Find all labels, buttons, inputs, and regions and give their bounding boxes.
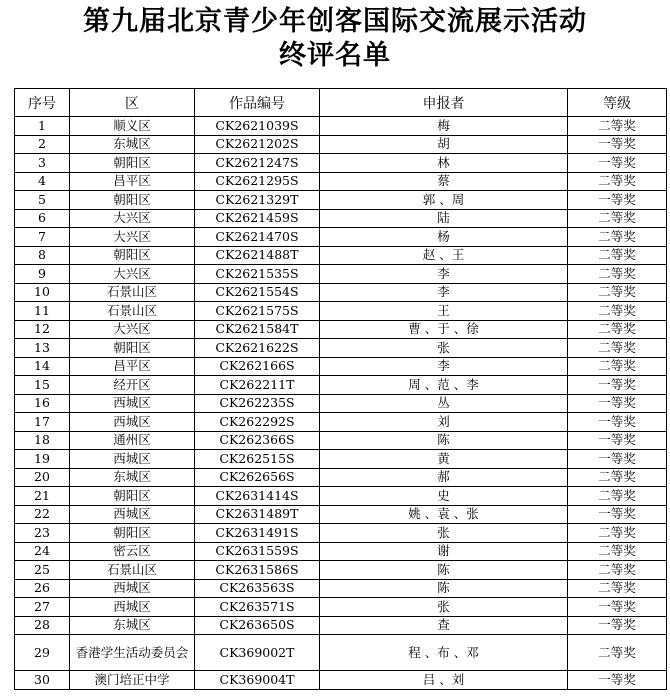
cell-award: 二等奖: [568, 209, 667, 228]
table-row: [15, 376, 667, 395]
cell-applicant: 郝: [320, 468, 568, 487]
cell-district: 朝阳区: [70, 487, 195, 506]
cell-district: 西城区: [70, 450, 195, 469]
cell-index: 20: [15, 468, 70, 487]
cell-index: 29: [15, 635, 70, 671]
header-district: 区: [70, 89, 195, 117]
cell-award: 一等奖: [568, 616, 667, 635]
cell-applicant: 蔡: [320, 172, 568, 191]
cell-work-id: CK262211T: [195, 376, 320, 395]
cell-award: 二等奖: [568, 635, 667, 671]
table-row: [15, 228, 667, 247]
cell-district: 澳门培正中学: [70, 671, 195, 690]
table-row: [15, 154, 667, 173]
table-row: [15, 671, 667, 690]
cell-district: 大兴区: [70, 209, 195, 228]
table-row: [15, 616, 667, 635]
cell-award: 二等奖: [568, 265, 667, 284]
cell-district: 朝阳区: [70, 339, 195, 358]
cell-work-id: CK2621202S: [195, 135, 320, 154]
cell-award: 二等奖: [568, 117, 667, 136]
cell-district: 朝阳区: [70, 246, 195, 265]
header-index: 序号: [15, 89, 70, 117]
cell-district: 东城区: [70, 468, 195, 487]
cell-work-id: CK262656S: [195, 468, 320, 487]
cell-work-id: CK369002T: [195, 635, 320, 671]
cell-applicant: 张: [320, 339, 568, 358]
cell-award: 二等奖: [568, 228, 667, 247]
table-row: [15, 524, 667, 543]
cell-district: 朝阳区: [70, 154, 195, 173]
cell-applicant: 陆: [320, 209, 568, 228]
cell-applicant: 赵 、王: [320, 246, 568, 265]
cell-award: 一等奖: [568, 431, 667, 450]
table-row: [15, 357, 667, 376]
cell-applicant: 陈: [320, 431, 568, 450]
cell-award: 二等奖: [568, 172, 667, 191]
table-row: [15, 450, 667, 469]
cell-applicant: 郭 、周: [320, 191, 568, 210]
cell-district: 石景山区: [70, 302, 195, 321]
cell-applicant: 梅: [320, 117, 568, 136]
cell-award: 一等奖: [568, 154, 667, 173]
table-row: [15, 302, 667, 321]
cell-index: 12: [15, 320, 70, 339]
cell-district: 密云区: [70, 542, 195, 561]
cell-index: 16: [15, 394, 70, 413]
cell-work-id: CK2631491S: [195, 524, 320, 543]
cell-district: 香港学生活动委员会: [70, 635, 195, 671]
cell-index: 27: [15, 598, 70, 617]
cell-award: 二等奖: [568, 283, 667, 302]
cell-index: 8: [15, 246, 70, 265]
cell-work-id: CK2621039S: [195, 117, 320, 136]
table-row: [15, 265, 667, 284]
cell-award: 二等奖: [568, 468, 667, 487]
cell-index: 25: [15, 561, 70, 580]
cell-index: 28: [15, 616, 70, 635]
cell-applicant: 丛: [320, 394, 568, 413]
cell-work-id: CK263650S: [195, 616, 320, 635]
header-award: 等级: [568, 89, 667, 117]
cell-applicant: 陈: [320, 579, 568, 598]
cell-award: 二等奖: [568, 357, 667, 376]
cell-district: 昌平区: [70, 357, 195, 376]
cell-work-id: CK262166S: [195, 357, 320, 376]
cell-district: 朝阳区: [70, 524, 195, 543]
cell-work-id: CK262366S: [195, 431, 320, 450]
cell-applicant: 史: [320, 487, 568, 506]
cell-work-id: CK369004T: [195, 671, 320, 690]
cell-index: 1: [15, 117, 70, 136]
table-row: [15, 320, 667, 339]
cell-index: 5: [15, 191, 70, 210]
cell-award: 二等奖: [568, 302, 667, 321]
cell-district: 通州区: [70, 431, 195, 450]
cell-work-id: CK2621535S: [195, 265, 320, 284]
cell-index: 10: [15, 283, 70, 302]
cell-index: 17: [15, 413, 70, 432]
table-row: [15, 339, 667, 358]
table-row: [15, 209, 667, 228]
cell-award: 一等奖: [568, 598, 667, 617]
table-row: [15, 135, 667, 154]
cell-award: 二等奖: [568, 246, 667, 265]
cell-index: 18: [15, 431, 70, 450]
cell-index: 14: [15, 357, 70, 376]
table-row: [15, 431, 667, 450]
page-subtitle: 终评名单: [279, 40, 391, 71]
cell-index: 4: [15, 172, 70, 191]
cell-district: 西城区: [70, 505, 195, 524]
cell-district: 西城区: [70, 598, 195, 617]
table-row: [15, 246, 667, 265]
table-row: [15, 505, 667, 524]
cell-work-id: CK2621329T: [195, 191, 320, 210]
table-row: [15, 191, 667, 210]
cell-applicant: 查: [320, 616, 568, 635]
table-header-row: [15, 89, 667, 117]
cell-award: 二等奖: [568, 542, 667, 561]
header-work-id: 作品编号: [195, 89, 320, 117]
cell-index: 7: [15, 228, 70, 247]
cell-applicant: 曹 、于 、徐: [320, 320, 568, 339]
cell-applicant: 黄: [320, 450, 568, 469]
cell-award: 二等奖: [568, 579, 667, 598]
cell-district: 石景山区: [70, 561, 195, 580]
cell-work-id: CK2621554S: [195, 283, 320, 302]
table-row: [15, 487, 667, 506]
cell-applicant: 吕 、刘: [320, 671, 568, 690]
cell-district: 大兴区: [70, 228, 195, 247]
cell-applicant: 程 、布 、邓: [320, 635, 568, 671]
cell-index: 2: [15, 135, 70, 154]
cell-award: 二等奖: [568, 487, 667, 506]
cell-district: 大兴区: [70, 265, 195, 284]
results-table: [14, 88, 667, 690]
table-row: [15, 172, 667, 191]
cell-award: 一等奖: [568, 450, 667, 469]
cell-index: 11: [15, 302, 70, 321]
cell-work-id: CK262235S: [195, 394, 320, 413]
cell-award: 一等奖: [568, 505, 667, 524]
cell-award: 一等奖: [568, 376, 667, 395]
cell-work-id: CK2621488T: [195, 246, 320, 265]
cell-applicant: 李: [320, 265, 568, 284]
cell-district: 经开区: [70, 376, 195, 395]
cell-applicant: 张: [320, 524, 568, 543]
cell-index: 22: [15, 505, 70, 524]
cell-applicant: 杨: [320, 228, 568, 247]
table-row: [15, 579, 667, 598]
cell-index: 30: [15, 671, 70, 690]
cell-district: 西城区: [70, 394, 195, 413]
cell-award: 一等奖: [568, 191, 667, 210]
cell-work-id: CK2631586S: [195, 561, 320, 580]
cell-work-id: CK262515S: [195, 450, 320, 469]
cell-work-id: CK2621459S: [195, 209, 320, 228]
cell-applicant: 王: [320, 302, 568, 321]
cell-award: 二等奖: [568, 320, 667, 339]
cell-applicant: 胡: [320, 135, 568, 154]
cell-district: 顺义区: [70, 117, 195, 136]
cell-index: 9: [15, 265, 70, 284]
cell-district: 石景山区: [70, 283, 195, 302]
cell-work-id: CK2621584T: [195, 320, 320, 339]
cell-work-id: CK2621622S: [195, 339, 320, 358]
header-applicant: 申报者: [320, 89, 568, 117]
cell-award: 一等奖: [568, 394, 667, 413]
cell-district: 东城区: [70, 616, 195, 635]
cell-index: 13: [15, 339, 70, 358]
cell-work-id: CK2631489T: [195, 505, 320, 524]
cell-applicant: 李: [320, 283, 568, 302]
cell-index: 24: [15, 542, 70, 561]
cell-index: 3: [15, 154, 70, 173]
cell-district: 朝阳区: [70, 191, 195, 210]
cell-applicant: 谢: [320, 542, 568, 561]
cell-applicant: 陈: [320, 561, 568, 580]
table-row: [15, 542, 667, 561]
cell-award: 一等奖: [568, 671, 667, 690]
cell-district: 西城区: [70, 579, 195, 598]
cell-award: 一等奖: [568, 135, 667, 154]
cell-work-id: CK2631559S: [195, 542, 320, 561]
cell-work-id: CK2621295S: [195, 172, 320, 191]
cell-award: 二等奖: [568, 561, 667, 580]
cell-index: 19: [15, 450, 70, 469]
cell-applicant: 刘: [320, 413, 568, 432]
cell-index: 6: [15, 209, 70, 228]
cell-applicant: 李: [320, 357, 568, 376]
table-row: [15, 394, 667, 413]
table-row: [15, 561, 667, 580]
cell-index: 23: [15, 524, 70, 543]
cell-award: 二等奖: [568, 524, 667, 543]
cell-work-id: CK2631414S: [195, 487, 320, 506]
cell-work-id: CK2621575S: [195, 302, 320, 321]
cell-award: 二等奖: [568, 339, 667, 358]
table-row: [15, 598, 667, 617]
page-title: 第九届北京青少年创客国际交流展示活动: [83, 6, 587, 37]
cell-work-id: CK2621247S: [195, 154, 320, 173]
cell-applicant: 林: [320, 154, 568, 173]
cell-work-id: CK2621470S: [195, 228, 320, 247]
table-row: [15, 468, 667, 487]
table-row: [15, 117, 667, 136]
cell-district: 西城区: [70, 413, 195, 432]
cell-district: 大兴区: [70, 320, 195, 339]
cell-applicant: 姚 、袁 、张: [320, 505, 568, 524]
cell-district: 昌平区: [70, 172, 195, 191]
cell-work-id: CK262292S: [195, 413, 320, 432]
cell-applicant: 张: [320, 598, 568, 617]
cell-work-id: CK263571S: [195, 598, 320, 617]
table-row: [15, 413, 667, 432]
table-row: [15, 635, 667, 671]
cell-index: 21: [15, 487, 70, 506]
table-row: [15, 283, 667, 302]
cell-index: 26: [15, 579, 70, 598]
cell-work-id: CK263563S: [195, 579, 320, 598]
cell-award: 一等奖: [568, 413, 667, 432]
cell-district: 东城区: [70, 135, 195, 154]
cell-applicant: 周 、范 、李: [320, 376, 568, 395]
cell-index: 15: [15, 376, 70, 395]
